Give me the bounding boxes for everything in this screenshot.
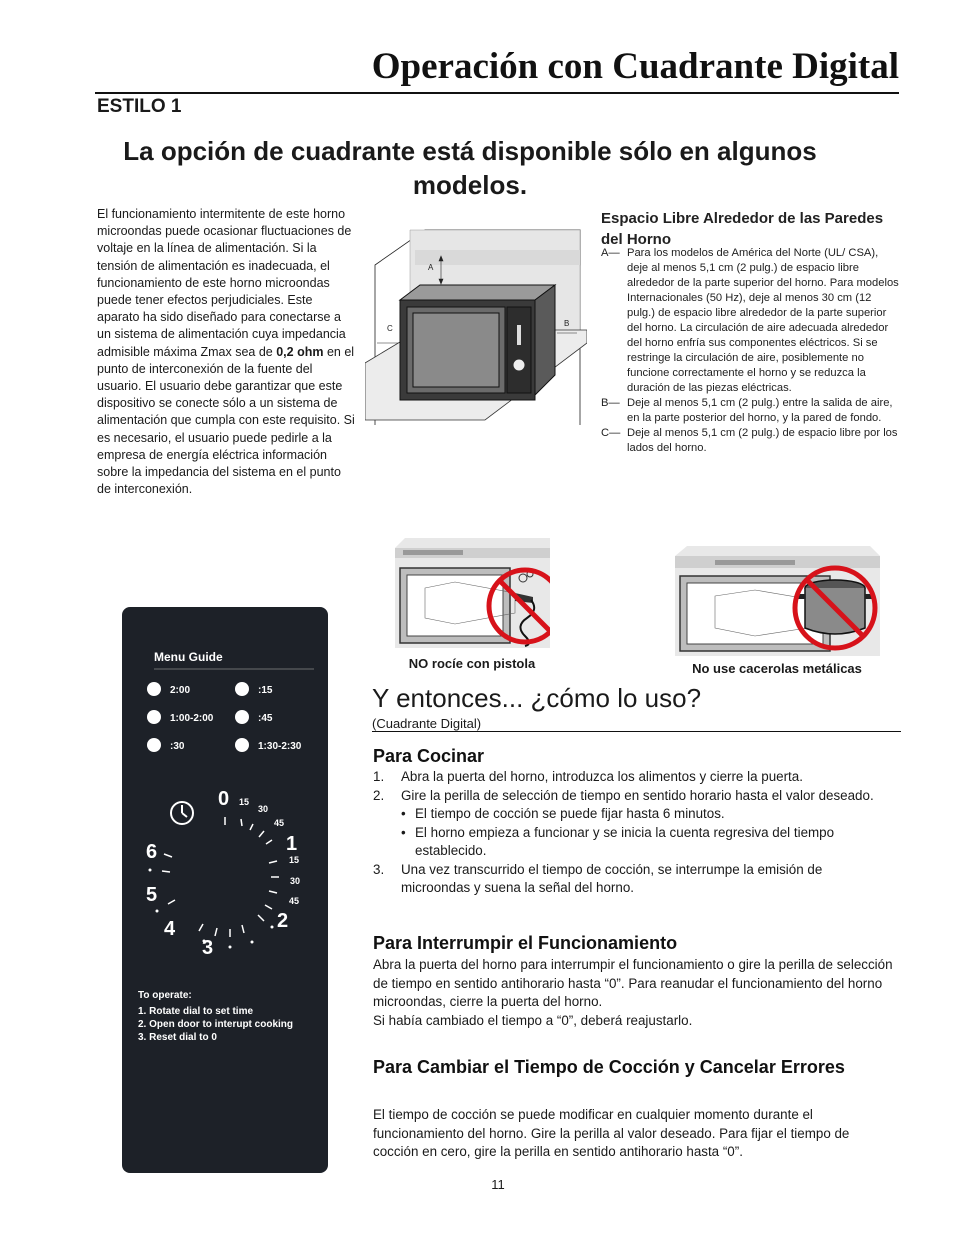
menu-guide-title: Menu Guide <box>154 650 223 664</box>
cooking-bullet: • El horno empieza a funcionar y se inicia la cuenta regresiva del tiempo establecido. <box>401 824 835 858</box>
dial-minor: 45 <box>289 896 300 906</box>
menu-guide-grid <box>147 682 302 752</box>
how-to-rule <box>372 731 901 732</box>
dial-number: 6 <box>146 841 158 863</box>
cooking-heading: Para Cocinar <box>373 746 485 766</box>
dial-number: 5 <box>146 884 158 906</box>
cooking-bullet: • El tiempo de cocción se puede fijar hasta 6 minutos. <box>401 806 725 821</box>
operate-step: 1. Rotate dial to set time <box>138 1006 254 1017</box>
cooking-step: 2. Gire la perilla de selección de tiempo en sentido horario hasta el valor deseado. <box>373 787 874 803</box>
no-spray-caption: NO rocíe con pistola <box>408 656 536 671</box>
menu-time: :15 <box>258 685 273 696</box>
cooking-steps <box>373 768 893 898</box>
no-metal-pan-caption: No use cacerolas metálicas <box>692 661 862 676</box>
interrupt-heading: Para Interrumpir el Funcionamiento <box>373 933 678 953</box>
dial-number: 2 <box>277 910 289 932</box>
clearance-diagram <box>365 215 587 425</box>
dial-number: 0 <box>218 788 230 810</box>
soup-bowl-icon <box>147 710 161 724</box>
dial-minor: 15 <box>289 855 300 865</box>
operate-title: To operate: <box>138 990 192 1001</box>
timer-dial[interactable] <box>146 788 300 959</box>
pizza-slice-icon <box>147 738 161 752</box>
voltage-note <box>97 206 355 498</box>
dial-minor: 30 <box>258 804 269 814</box>
clearance-item-c: C— Deje al menos 5,1 cm (2 pulg.) de espacio libre por los lados del horno. <box>601 427 898 454</box>
operate-step: 3. Reset dial to 0 <box>138 1032 217 1043</box>
voltage-note-text: El funcionamiento intermitente de este horno microondas puede ocasionar fluctuaciones de voltaje en la línea de alimentación. Si la tensión de alimentación es inadecuada, el funcionamiento de este horno microondas puede tener efectos perjudiciales. Este aparato ha sido diseñado para conectarse a un sistema de alimentación cuya impedancia admisible máxima Zmax sea de <box>97 207 352 359</box>
no-spray-warning <box>395 538 550 648</box>
casserole-icon <box>235 738 249 752</box>
dial-number: 3 <box>202 937 214 959</box>
clock-icon <box>171 802 193 824</box>
label-c: C <box>387 324 393 333</box>
label-a: A <box>428 263 434 272</box>
title-rule <box>95 92 899 94</box>
impedance-value: 0,2 ohm <box>276 344 324 359</box>
clearance-list <box>601 246 901 456</box>
cooking-step: 3. Una vez transcurrido el tiempo de cocción, se interrumpe la emisión de microondas y suena la señal del horno. <box>373 861 823 895</box>
clearance-item-a: A— Para los modelos de América del Norte (UL/ CSA), deje al menos 5,1 cm (2 pulg.) de espacio libre alrededor de la parte superior del horno. Para modelos Internacionales (50 Hz), deje al menos 30 cm (12 pulg.) de espacio libre alrededor de la parte superior del horno. La circulación de aire adecuada alrededor del horno enfría sus componentes eléctricos. Si se restringe la circulación de aire, posiblemente no funcione correctamente el horno y se reduzca la duración de las piezas eléctricas. <box>601 247 899 394</box>
change-time-text: El tiempo de cocción se puede modificar en cualquier momento durante el funcionamiento del horno. Gire la perilla al valor deseado. Para fijar el tiempo de cocción en cero, gire la perilla en sentido antihorario hasta “0”. <box>373 1107 850 1159</box>
chicken-leg-icon <box>235 682 249 696</box>
menu-time: 1:00-2:00 <box>170 713 214 724</box>
style-label: ESTILO 1 <box>97 96 182 117</box>
dial-number: 4 <box>164 918 176 940</box>
page-number: 11 <box>491 1177 505 1192</box>
change-time-heading: Para Cambiar el Tiempo de Cocción y Cancelar Errores <box>373 1057 845 1077</box>
sandwich-icon <box>235 710 249 724</box>
operate-step: 2. Open door to interupt cooking <box>138 1019 293 1030</box>
clearance-item-b: B— Deje al menos 5,1 cm (2 pulg.) entre la salida de aire, en la parte posterior del horno, y la pared de fondo. <box>601 397 893 424</box>
no-metal-pan-warning <box>675 546 880 656</box>
label-b: B <box>564 319 570 328</box>
cooking-step: 1. Abra la puerta del horno, introduzca los alimentos y cierre la puerta. <box>373 769 803 784</box>
popcorn-icon <box>147 682 161 696</box>
menu-time: 2:00 <box>170 685 191 696</box>
dial-minor: 45 <box>274 818 285 828</box>
dial-minor: 30 <box>290 876 301 886</box>
how-to-heading: Y entonces... ¿cómo lo uso? <box>372 683 702 713</box>
menu-time: 1:30-2:30 <box>258 741 302 752</box>
page-title: Operación con Cuadrante Digital <box>371 46 899 87</box>
menu-time: :45 <box>258 713 273 724</box>
dial-minor: 15 <box>239 797 250 807</box>
menu-time: :30 <box>170 741 185 752</box>
dial-control-panel <box>122 607 328 1173</box>
voltage-note-text-end: en el punto de interconexión de la fuente del usuario. El usuario debe garantizar que este dispositivo se conecte sólo a un sistema de alimentación que cumpla con este requisito. Si es necesario, el usuario puede pedirle a la empresa de energía eléctrica información sobre la impedancia del sistema en el punto de interconexión. <box>97 344 355 497</box>
availability-note: La opción de cuadrante está disponible sólo en algunos modelos. <box>123 136 817 200</box>
interrupt-text: Abra la puerta del horno para interrumpir el funcionamiento o gire la perilla de selección de tiempo en sentido antihorario hasta “0”. Para reanudar el funcionamiento del horno microondas, cierre la puerta del horno. Si había cambiado el tiempo a “0”, deberá reajustarlo. <box>373 957 893 1028</box>
dial-number: 1 <box>286 833 298 855</box>
how-to-subheading: (Cuadrante Digital) <box>372 716 482 731</box>
clearance-heading: Espacio Libre Alrededor de las Paredes del Horno <box>601 210 884 248</box>
